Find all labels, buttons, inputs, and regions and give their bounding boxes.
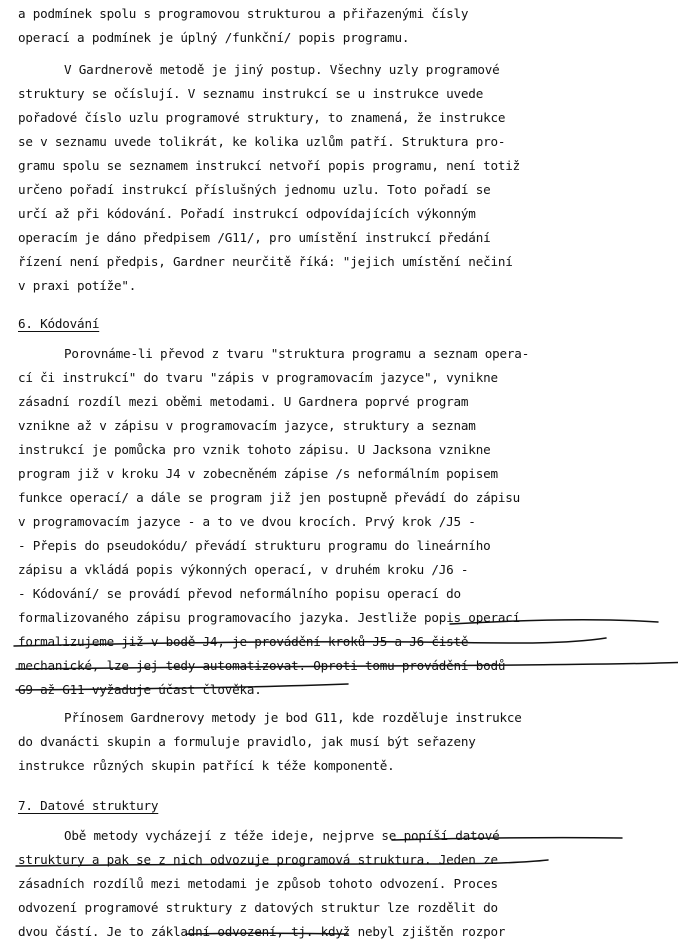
- text-line: určí až při kódování. Pořadí instrukcí odpovídajících výkonným: [18, 206, 476, 221]
- text-line: řízení není předpis, Gardner neurčitě říká: "jejich umístění nečiní: [18, 254, 513, 269]
- text-line: funkce operací/ a dále se program již jen postupně převádí do zápisu: [18, 490, 520, 505]
- text-line: operacím je dáno předpisem /G11/, pro umístění instrukcí předání: [18, 230, 491, 245]
- text-line: Porovnáme-li převod z tvaru "struktura programu a seznam opera-: [64, 346, 530, 361]
- text-line: odvození programové struktury z datových struktur lze rozdělit do: [18, 900, 498, 915]
- text-line: Přínosem Gardnerovy metody je bod G11, kde rozděluje instrukce: [64, 710, 522, 725]
- text-line: Obě metody vycházejí z téže ideje, nejprve se popíší datové: [64, 828, 500, 843]
- text-line: gramu spolu se seznamem instrukcí netvoří popis programu, není totiž: [18, 158, 520, 173]
- section-heading-datove-struktury: 7. Datové struktury: [18, 798, 159, 813]
- text-line: dvou částí. Je to základní odvození, tj. když nebyl zjištěn rozpor: [18, 924, 506, 939]
- text-line: zásadní rozdíl mezi oběmi metodami. U Gardnera poprvé program: [18, 394, 469, 409]
- text-line: v praxi potíže".: [18, 278, 137, 293]
- text-line: vznikne až v zápisu v programovacím jazyce, struktury a seznam: [18, 418, 476, 433]
- text-segment: Jestliže popis operací: [357, 610, 520, 625]
- text-line: a podmínek spolu s programovou strukturou a přiřazenými čísly: [18, 6, 469, 21]
- text-line: zápisu a vkládá popis výkonných operací, v druhém kroku /J6 -: [18, 562, 469, 577]
- text-line: pořadové číslo uzlu programové struktury, to znamená, že instrukce: [18, 110, 506, 125]
- text-line: určeno pořadí instrukcí příslušných jednomu uzlu. Toto pořadí se: [18, 182, 491, 197]
- text-line: struktury a pak se z nich odvozuje programová struktura. Jeden ze: [18, 852, 498, 867]
- text-line: - Přepis do pseudokódu/ převádí strukturu programu do lineárního: [18, 538, 491, 553]
- text-line: formalizujeme již v bodě J4, je provádění kroků J5 a J6 čistě: [18, 634, 469, 649]
- text-segment: formalizovaného zápisu programovacího jazyka.: [18, 610, 358, 625]
- text-line: v programovacím jazyce - a to ve dvou krocích. Prvý krok /J5 -: [18, 514, 476, 529]
- text-line: zásadních rozdílů mezi metodami je způsob tohoto odvození. Proces: [18, 876, 498, 891]
- text-line: instrukcí je pomůcka pro vznik tohoto zápisu. U Jacksona vznikne: [18, 442, 491, 457]
- text-line: do dvanácti skupin a formuluje pravidlo, jak musí být seřazeny: [18, 734, 476, 749]
- text-line: G9 až G11 vyžaduje účast člověka.: [18, 682, 262, 697]
- text-line: [18, 606, 520, 630]
- text-line: operací a podmínek je úplný /funkční/ popis programu.: [18, 30, 410, 45]
- text-line: instrukce různých skupin patřící k téže komponentě.: [18, 758, 395, 773]
- text-line: V Gardnerově metodě je jiný postup. Všechny uzly programové: [64, 62, 500, 77]
- text-line: struktury se očíslují. V seznamu instrukcí se u instrukce uvede: [18, 86, 484, 101]
- text-line: cí či instrukcí" do tvaru "zápis v programovacím jazyce", vynikne: [18, 370, 498, 385]
- text-line: - Kódování/ se provádí převod neformálního popisu operací do: [18, 586, 461, 601]
- text-line: se v seznamu uvede tolikrát, ke kolika uzlům patří. Struktura pro-: [18, 134, 506, 149]
- section-heading-kodovani: 6. Kódování: [18, 316, 100, 331]
- text-line: mechanické, lze jej tedy automatizovat. Oproti tomu provádění bodů: [18, 658, 506, 673]
- text-line: program již v kroku J4 v zobecněném zápise /s neformálním popisem: [18, 466, 498, 481]
